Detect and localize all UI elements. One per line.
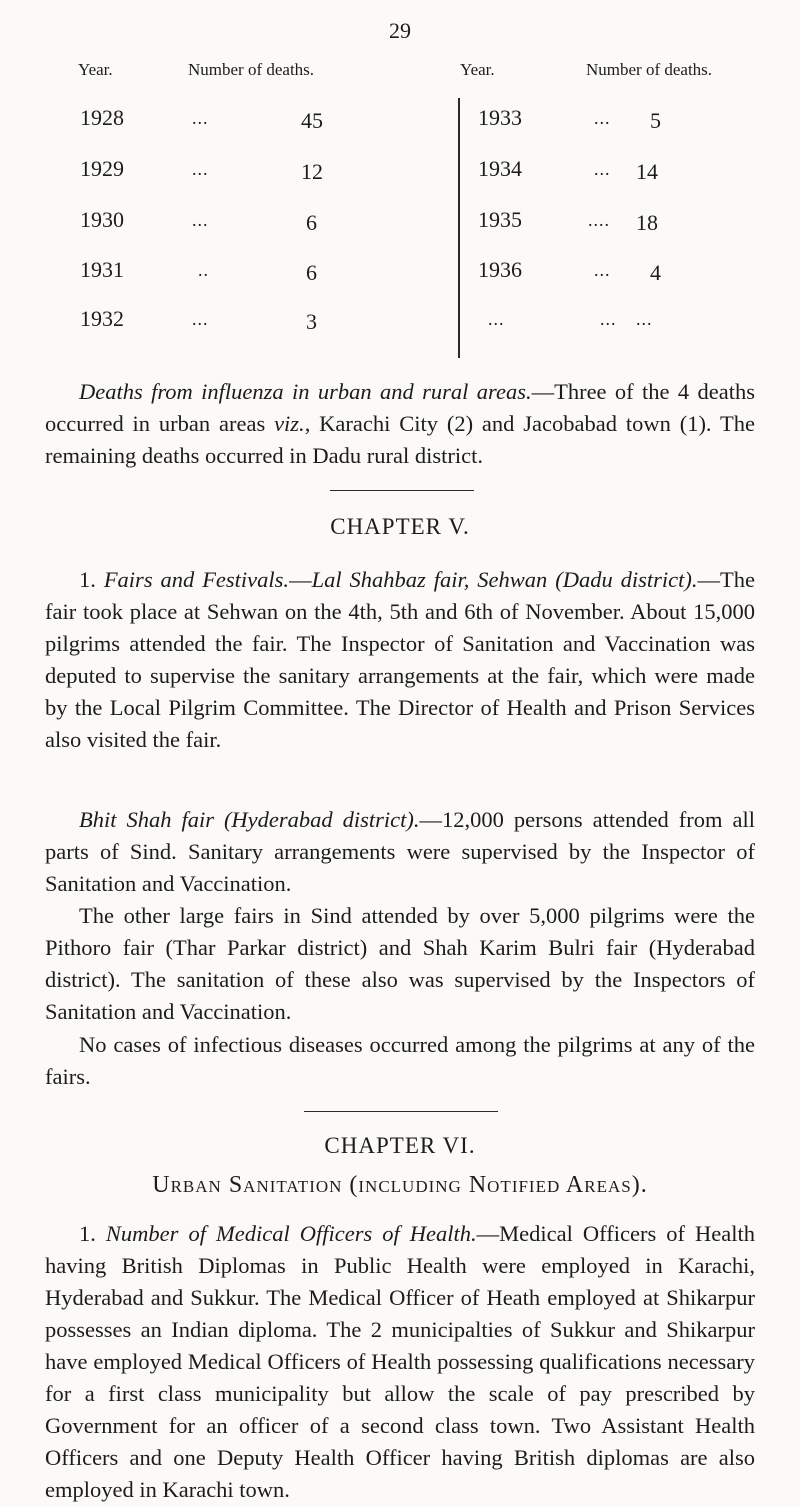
lal-shahbaz-heading: Lal Shahbaz fair, Sehwan (Dadu district). (311, 567, 698, 592)
table-cell-dots: ... (192, 108, 209, 128)
table-cell-year: 1929 (80, 156, 124, 181)
table-cell-year: 1928 (80, 105, 124, 130)
bhit-shah-heading: Bhit Shah fair (Hyderabad district). (79, 807, 420, 832)
table-header-deaths: Number of deaths. (188, 60, 315, 79)
bhit-shah-paragraph: Bhit Shah fair (Hyderabad district).—12,000 persons attended from all parts of Sind. Sanitary arrangements were supervised by the Inspector of Sanitation and Vaccination. (45, 807, 755, 896)
table-cell-year: 1936 (478, 257, 522, 282)
table-header-deaths-2: Number of deaths. (586, 60, 713, 79)
table-cell-deaths: 6 (306, 210, 317, 235)
table-cell-dots: ... (636, 309, 653, 329)
table-cell-deaths: 12 (301, 159, 323, 184)
table-cell-dots: ... (192, 159, 209, 179)
table-cell-dots: ... (594, 159, 611, 179)
table-cell-dots: .... (588, 210, 610, 230)
table-cell-deaths: 18 (636, 210, 658, 235)
table-cell-dots: ... (192, 210, 209, 230)
divider-rule (304, 1111, 498, 1112)
urban-sanitation-heading: Urban Sanitation (including Notified Areas). (152, 1172, 648, 1198)
table-cell-dots: .. (198, 260, 209, 280)
table-cell-year: 1934 (478, 156, 522, 181)
table-cell-year: 1935 (478, 207, 522, 232)
table-cell-dots: ... (594, 260, 611, 280)
divider-rule (330, 490, 474, 491)
other-fairs-paragraph: The other large fairs in Sind attended by over 5,000 pilgrims were the Pithoro fair (Thar Parkar district) and Shah Karim Bulri fair (Hyderabad district). The sanitation of these also was supervised by the Inspectors of Sanitation and Vaccination. (45, 903, 755, 1024)
medical-officers-heading: Number of Medical Officers of Health. (105, 1221, 477, 1246)
table-cell-deaths: 45 (301, 108, 323, 133)
table-cell-deaths: 3 (306, 309, 317, 334)
table-cell-deaths: 14 (636, 159, 658, 184)
table-cell-year: 1932 (80, 306, 124, 331)
table-cell-dots: ... (594, 108, 611, 128)
table-cell-year: 1930 (80, 207, 124, 232)
no-cases-paragraph: No cases of infectious diseases occurred among the pilgrims at any of the fairs. (45, 1032, 755, 1089)
influenza-heading: Deaths from influenza in urban and rural areas. (79, 379, 532, 404)
page-number: 29 (389, 18, 411, 43)
influenza-paragraph: Deaths from influenza in urban and rural areas.—Three of the 4 deaths occurred in urban areas viz., Karachi City (2) and Jacobabad town (1). The remaining deaths occurred in Dadu rural district. (45, 379, 755, 468)
medical-officers-paragraph: 1. Number of Medical Officers of Health.—Medical Officers of Health having British Diplomas in Public Health were employed in Karachi, Hyderabad and Sukkur. The Medical Officer of Heath employed at Shikarpur possesses an Indian diploma. The 2 municipalties of Sukkur and Shikarpur have employed Medical Officers of Health possessing qualifications necessary for a first class municipality but allow the scale of pay prescribed by Government for an officer of a second class town. Two Assistant Health Officers and one Deputy Health Officer having British diplomas are also employed in Karachi town. (45, 1221, 756, 1502)
chapter-5-title: CHAPTER V. (330, 514, 470, 539)
table-header-year: Year. (78, 60, 113, 79)
fairs-heading: Fairs and Festivals. (103, 567, 290, 592)
table-divider (458, 98, 460, 358)
table-cell-dots: ... (600, 309, 617, 329)
table-cell-deaths: 5 (650, 108, 661, 133)
table-header-year-2: Year. (460, 60, 495, 79)
table-cell-dots: ... (192, 309, 209, 329)
table-cell-deaths: 6 (306, 260, 317, 285)
deaths-table (80, 60, 720, 370)
table-cell-dots: ... (488, 309, 505, 329)
table-cell-year: 1931 (80, 257, 124, 282)
table-cell-year: 1933 (478, 105, 522, 130)
table-cell-deaths: 4 (650, 260, 661, 285)
fairs-paragraph: 1. Fairs and Festivals.—Lal Shahbaz fair, Sehwan (Dadu district).—The fair took place at Sehwan on the 4th, 5th and 6th of November. About 15,000 pilgrims attended the fair. The Inspector of Sanitation and Vaccination was deputed to supervise the sanitary arrangements at the fair, which were made by the Local Pilgrim Committee. The Director of Health and Prison Services also visited the fair. (45, 567, 755, 752)
chapter-6-title: CHAPTER VI. (324, 1133, 476, 1158)
